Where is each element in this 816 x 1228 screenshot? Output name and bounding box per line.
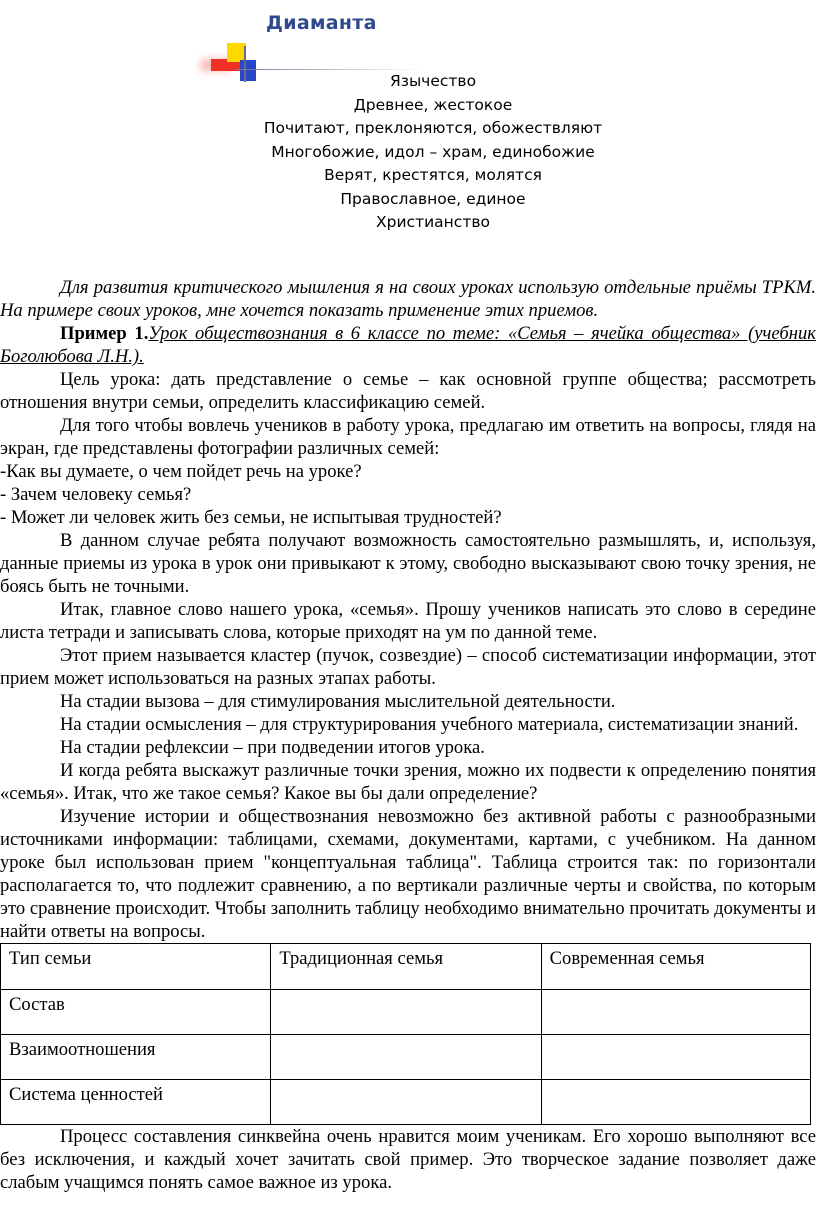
goal-paragraph: Цель урока: дать представление о семье – как основной группе общества; рассмотреть отношения внутри семьи, определить классификацию семей. [0,369,816,413]
body-paragraph: Изучение истории и обществознания невозможно без активной работы с разнообразными источниками информации: таблицами, схемами, документами, картами, с учебником. На данном уроке был использован прием "концептуальная таблица". Таблица строится так: по горизонтали располагается то, что подлежит сравнению, а по вертикали различные черты и свойства, по которым это сравнение происходит. Чтобы заполнить таблицу необходимо внимательно прочитать документы и найти ответы на вопросы. [0,806,816,942]
diamante-line: Православное, единое [340,189,526,208]
table-cell: Взаимоотношения [1,1035,271,1080]
table-cell [271,990,541,1035]
diamante-slide-image [0,0,816,250]
example-label: Пример 1. [60,323,149,344]
body-paragraph: Процесс составления синквейна очень нравится моим ученикам. Его хорошо выполняют все без исключения, и каждый хочет зачитать свой пример. Это творческое задание позволяет даже слабым учащимся понять самое важное из урока. [0,1126,816,1193]
table-cell [271,1035,541,1080]
body-paragraph: На стадии рефлексии – при подведении итогов урока. [60,737,485,758]
table-row [1,1035,811,1080]
concept-table [0,943,811,1125]
diamante-line: Язычество [389,72,477,90]
table-header-cell: Традиционная семья [271,944,541,990]
engage-paragraph: Для того чтобы вовлечь учеников в работу урока, предлагаю им ответить на вопросы, глядя на экран, где представлены фотографии различных семей: [0,415,816,459]
table-header-cell: Современная семья [541,944,810,990]
table-cell: Состав [1,990,271,1035]
diamante-poem [0,70,816,235]
body-paragraph: Этот прием называется кластер (пучок, созвездие) – способ систематизации информации, этот прием может использоваться на разных этапах работы. [0,645,816,689]
question-item: -Как вы думаете, о чем пойдет речь на уроке? [0,461,362,482]
example-heading [0,322,816,368]
diamante-line: Христианство [376,213,490,231]
diamante-line: Древнее, жестокое [353,95,513,114]
body-paragraph: В данном случае ребята получают возможность самостоятельно размышлять, и, используя, данные приемы из урока в урок они привыкают к этому, свободно высказывают свою точку зрения, не боясь быть не точными. [0,530,816,597]
body-paragraph: Итак, главное слово нашего урока, «семья». Прошу учеников написать это слово в середине листа тетради и записывать слова, которые приходят на ум по данной теме. [0,599,816,643]
table-cell: Система ценностей [1,1080,271,1125]
document-body [0,276,816,1194]
question-item: - Зачем человеку семья? [0,484,192,505]
slide-title: Диаманта [266,12,377,34]
diamante-line: Почитают, преклоняются, обожествляют [263,119,603,137]
intro-paragraph: Для развития критического мышления я на своих уроках использую отдельные приёмы ТРКМ. На примере своих уроков, мне хочется показать применение этих приемов. [0,277,816,321]
body-paragraph: И когда ребята выскажут различные точки зрения, можно их подвести к определению понятия «семья». Итак, что же такое семья? Какое вы бы дали определение? [0,760,816,804]
body-paragraph: На стадии вызова – для стимулирования мыслительной деятельности. [60,691,616,712]
example-topic: Урок обществознания в 6 классе по теме: «Семья – ячейка общества» (учебник Боголюбова Л.Н.). [0,323,816,367]
diamante-line: Верят, крестятся, молятся [324,166,542,184]
table-row [1,990,811,1035]
table-cell [271,1080,541,1125]
diamante-line: Многобожие, идол – храм, единобожие [271,142,595,161]
table-header-row [1,944,811,990]
table-cell [541,990,810,1035]
table-row [1,1080,811,1125]
table-cell [541,1080,810,1125]
question-item: - Может ли человек жить без семьи, не испытывая трудностей? [0,507,502,528]
table-header-cell: Тип семьи [1,944,271,990]
table-cell [541,1035,810,1080]
body-paragraph: На стадии осмысления – для структурирования учебного материала, систематизации знаний. [60,714,799,735]
